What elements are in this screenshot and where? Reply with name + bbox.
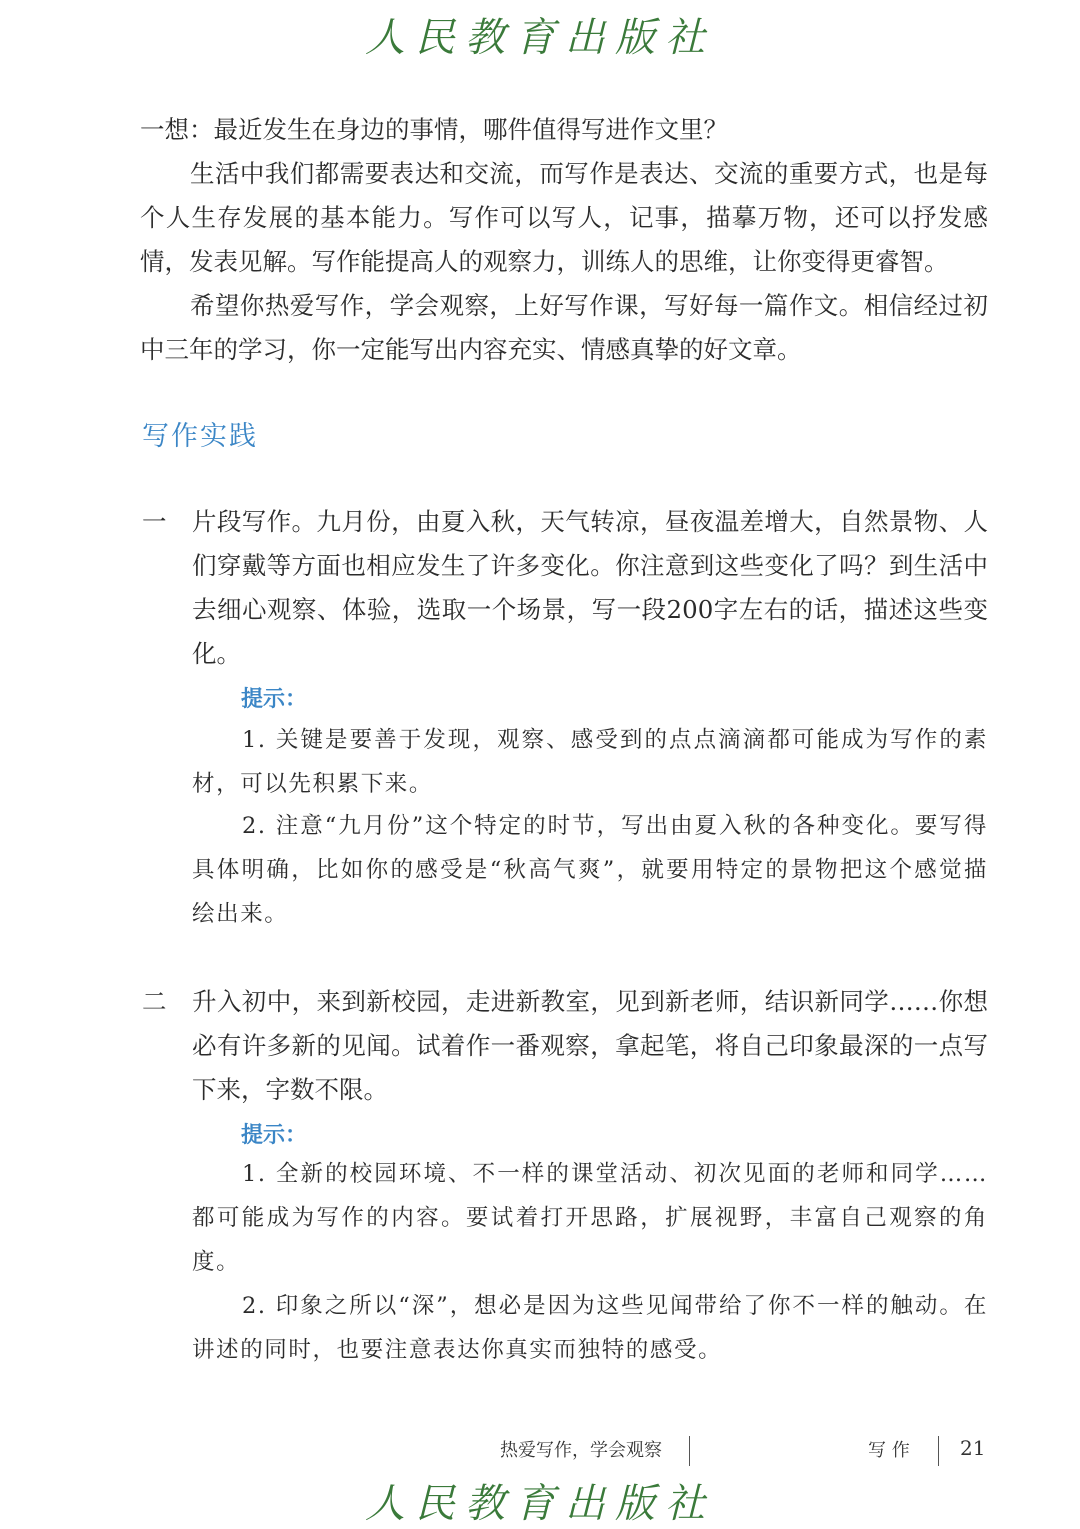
section-heading: 写作实践 (142, 421, 258, 452)
intro-paragraph-2: 希望你热爱写作，学会观察，上好写作课，写好每一篇作文。相信经过初中三年的学习，你一定能写出内容充实、情感真挚的好文章。 (140, 291, 988, 364)
practice-2-hint-label: 提示： (241, 1123, 308, 1148)
footer-section: 写 作 (868, 1440, 910, 1461)
practice-1-hint-label: 提示： (241, 687, 308, 712)
footer-divider-2 (938, 1436, 939, 1466)
practice-2-hint-1: 1. 全新的校园环境、不一样的课堂活动、初次见面的老师和同学……都可能成为写作的内容。要试着打开思路，扩展视野，丰富自己观察的角度。 (192, 1161, 988, 1275)
intro-paragraph-1: 生活中我们都需要表达和交流，而写作是表达、交流的重要方式，也是每个人生存发展的基本能力。写作可以写人，记事，描摹万物，还可以抒发感情，发表见解。写作能提高人的观察力，训练人的思维，让你变得更睿智。 (140, 159, 988, 276)
publisher-logo-top: 人民教育出版社 (365, 15, 715, 61)
practice-2-text: 升入初中，来到新校园，走进新教室，见到新老师，结识新同学……你想必有许多新的见闻。试着作一番观察，拿起笔，将自己印象最深的一点写下来，字数不限。 (192, 987, 988, 1104)
page-number: 21 (960, 1436, 986, 1460)
practice-1-text: 片段写作。九月份，由夏入秋，天气转凉，昼夜温差增大，自然景物、人们穿戴等方面也相应发生了许多变化。你注意到这些变化了吗？到生活中去细心观察、体验，选取一个场景，写一段200字左右的话，描述这些变化。 (192, 507, 988, 668)
practice-1-hint-2: 2. 注意“九月份”这个特定的时节，写出由夏入秋的各种变化。要写得具体明确，比如你的感受是“秋高气爽”，就要用特定的景物把这个感觉描绘出来。 (192, 813, 988, 927)
practice-1-hint-1: 1. 关键是要善于发现，观察、感受到的点点滴滴都可能成为写作的素材，可以先积累下来。 (192, 727, 988, 797)
footer-divider-1 (689, 1436, 690, 1466)
practice-1-number: 一 (142, 507, 167, 536)
footer-chapter-title: 热爱写作，学会观察 (500, 1440, 662, 1461)
intro-question: 一想：最近发生在身边的事情，哪件值得写进作文里？ (140, 115, 728, 144)
publisher-logo-bottom: 人民教育出版社 (365, 1481, 715, 1527)
practice-2-hint-2: 2. 印象之所以“深”，想必是因为这些见闻带给了你不一样的触动。在讲述的同时，也要注意表达你真实而独特的感受。 (192, 1293, 988, 1363)
practice-2-number: 二 (142, 987, 167, 1016)
